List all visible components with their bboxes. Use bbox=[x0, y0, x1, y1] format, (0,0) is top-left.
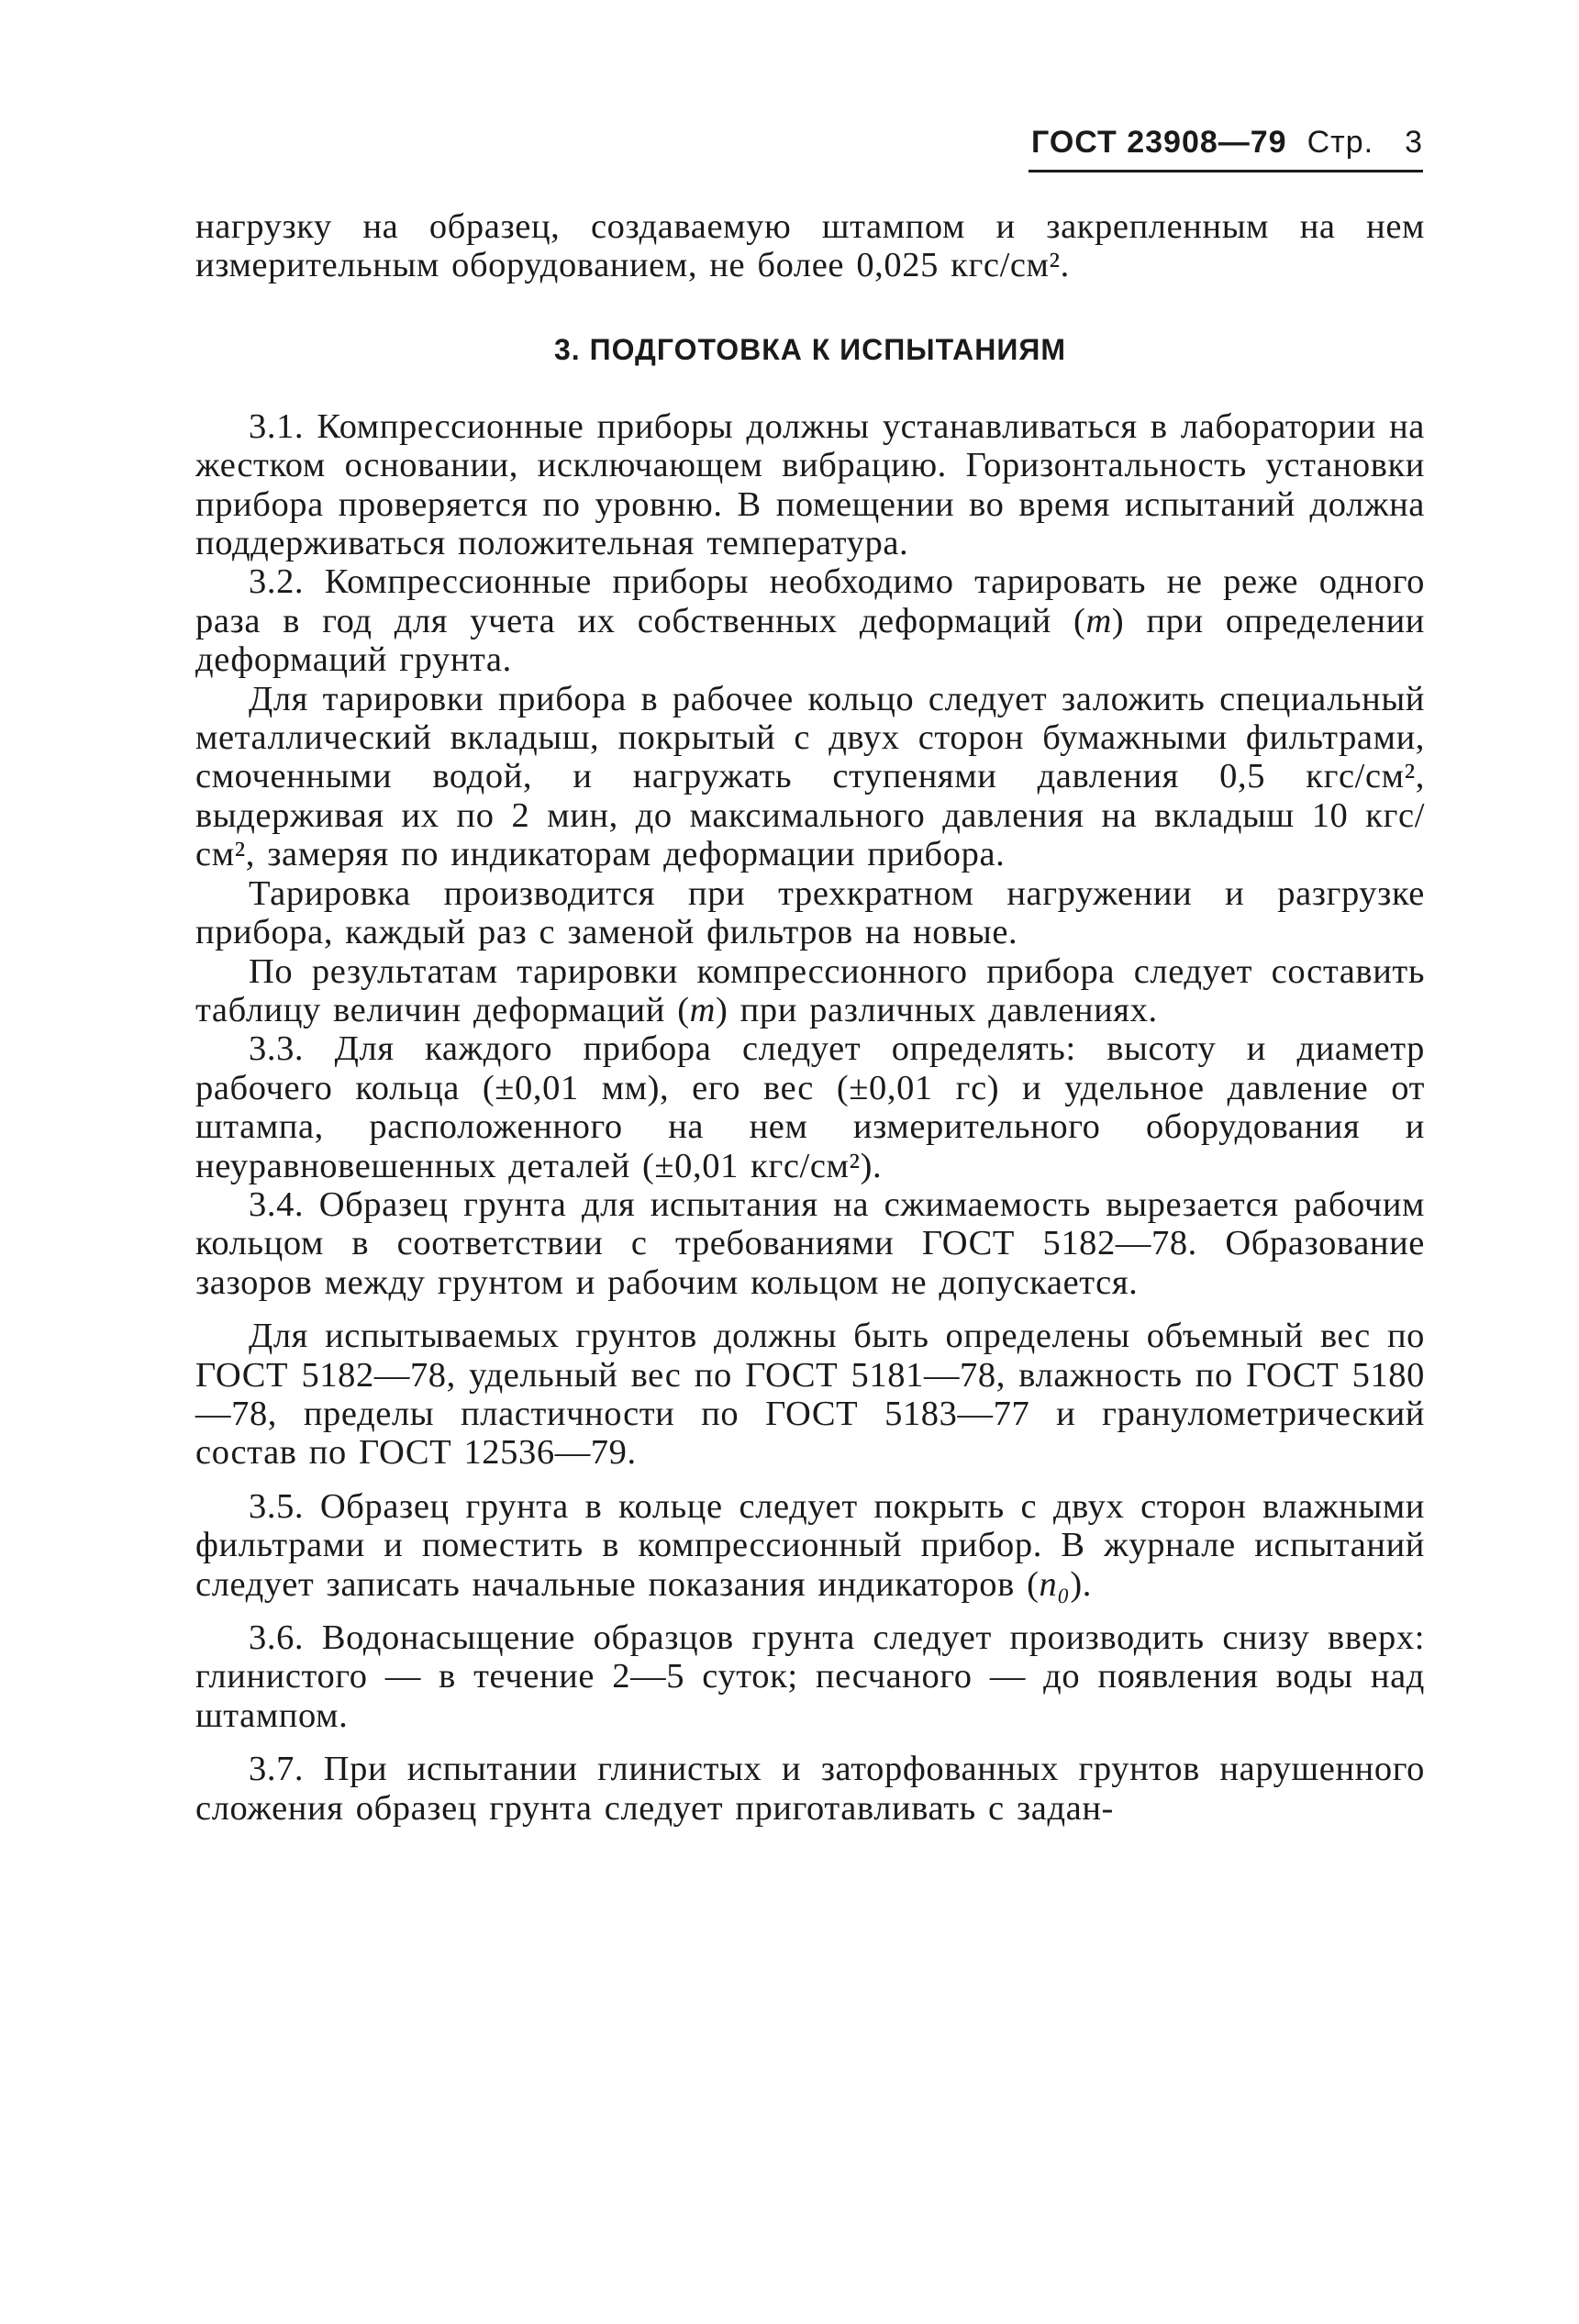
paragraph-3-3: 3.3. Для каждого прибора следует определять: высоту и диаметр рабочего кольца (±0,01 мм), его вес (±0,01 гс) и удельное давление от штампа, расположенного на нем измерительного оборудования и неуравновешенных деталей (±0,01 кгс/см²). bbox=[195, 1029, 1425, 1185]
paragraph-3-2-procedure: Тарировка производится при трехкратном нагружении и разгрузке прибора, каждый раз с заменой фильтров на новые. bbox=[195, 873, 1425, 952]
paragraph-3-4: 3.4. Образец грунта для испытания на сжимаемость вырезается рабочим кольцом в соответствии с требованиями ГОСТ 5182—78. Образование зазоров между грунтом и рабочим кольцом не допускается. bbox=[195, 1184, 1425, 1302]
symbol-n0: n₀ bbox=[1039, 1564, 1071, 1604]
paragraph-3-2-calibration: Для тарировки прибора в рабочее кольцо следует заложить специальный металлический вкладыш, покрытый с двух сторон бумажными фильтрами, смоченными водой, и нагружать ступенями давления 0,5 кгс/см², выдерживая их по 2 мин, до максимального давления на вкладыш 10 кгс/см², замеряя по индикаторам деформации прибора. bbox=[195, 679, 1425, 874]
symbol-m: m bbox=[689, 990, 717, 1029]
paragraph-3-2-results-text-a: По результатам тарировки компрессионного прибора следует составить таблицу величин деформаций ( bbox=[195, 951, 1425, 1029]
document-code: ГОСТ 23908—79 bbox=[1031, 125, 1287, 160]
paragraph-3-5-text-a: 3.5. Образец грунта в кольце следует покрыть с двух сторон влажными фильтрами и поместить в компрессионный прибор. В журнале испытаний следует записать начальные показания индикаторов ( bbox=[195, 1486, 1425, 1604]
paragraph-3-6: 3.6. Водонасыщение образцов грунта следует производить снизу вверх: глинистого — в течение 2—5 суток; песчаного — до появления воды над штампом. bbox=[195, 1618, 1425, 1735]
page-header bbox=[1029, 125, 1423, 172]
paragraph-3-4-properties: Для испытываемых грунтов должны быть определены объемный вес по ГОСТ 5182—78, удельный вес по ГОСТ 5181—78, влажность по ГОСТ 5180—78, пределы пластичности по ГОСТ 5183—77 и гранулометрический состав по ГОСТ 12536—79. bbox=[195, 1317, 1425, 1473]
paragraph-3-2-results-text-b: ) при различных давлениях. bbox=[716, 990, 1158, 1029]
paragraph-3-7: 3.7. При испытании глинистых и заторфованных грунтов нарушенного сложения образец грунта следует приготавливать с задан- bbox=[195, 1750, 1425, 1828]
document-body bbox=[195, 207, 1425, 1828]
paragraph-3-5 bbox=[195, 1487, 1425, 1604]
paragraph-3-1: 3.1. Компрессионные приборы должны устанавливаться в лаборатории на жестком основании, исключающем вибрацию. Горизонтальность установки прибора проверяется по уровню. В помещении во время испытаний должна поддерживаться положительная температура. bbox=[195, 406, 1425, 563]
symbol-m: m bbox=[1085, 601, 1112, 640]
page-number: 3 bbox=[1405, 125, 1423, 160]
paragraph-3-2-text-a: 3.2. Компрессионные приборы необходимо тарировать не реже одного раза в год для учета их собственных деформаций ( bbox=[195, 562, 1425, 640]
paragraph-3-2-results bbox=[195, 952, 1425, 1030]
intro-paragraph: нагрузку на образец, создаваемую штампом и закрепленным на нем измерительным оборудованием, не более 0,025 кгс/см². bbox=[195, 207, 1425, 285]
page-label: Стр. bbox=[1307, 125, 1374, 160]
paragraph-3-5-text-b: ). bbox=[1070, 1564, 1093, 1604]
section-title: 3. ПОДГОТОВКА К ИСПЫТАНИЯМ bbox=[554, 332, 1066, 366]
paragraph-3-2 bbox=[195, 562, 1425, 679]
paragraph-3-2-text-b: ) при определении деформаций грунта. bbox=[195, 601, 1426, 680]
